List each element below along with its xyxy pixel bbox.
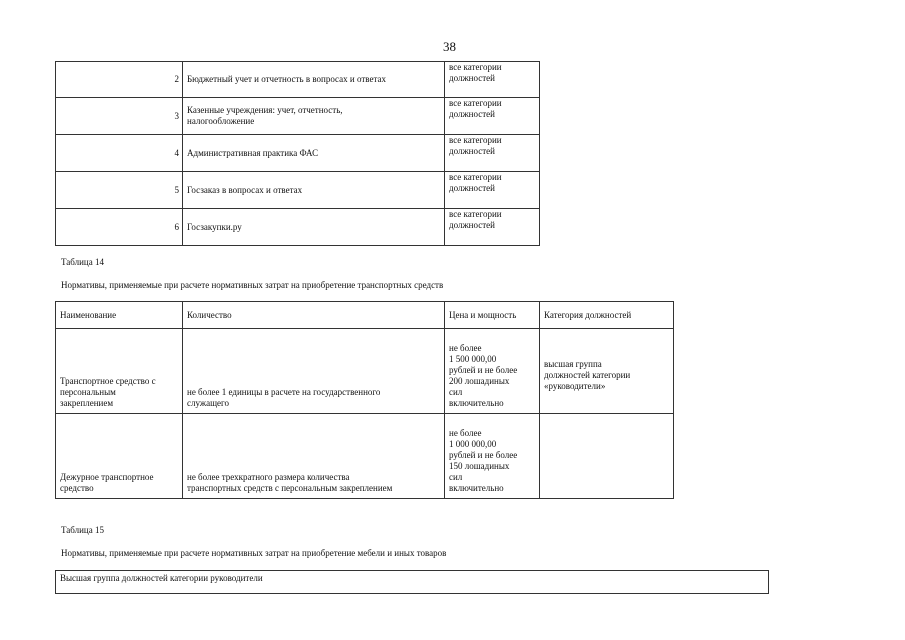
cell-line: Административная практика ФАС: [187, 147, 319, 158]
cell-line: все категории: [449, 209, 502, 219]
table-row: [56, 62, 540, 98]
vehicle-quantity: [183, 329, 445, 414]
position-category: [445, 209, 540, 246]
table-row: [56, 98, 540, 135]
header-price: Цена и мощность: [445, 302, 540, 329]
header-name: Наименование: [56, 302, 183, 329]
row-number: 4: [56, 135, 183, 172]
page-number: 38: [443, 39, 456, 54]
cell-line: Госзаказ в вопросах и ответах: [187, 184, 303, 195]
vehicle-name: [56, 329, 183, 414]
cell-line: все категории: [449, 62, 502, 72]
cell-line: «руководители»: [544, 380, 606, 391]
cell-line: не более: [449, 343, 482, 353]
cell-line: все категории: [449, 98, 502, 108]
cell-line: рублей и не более: [449, 365, 518, 375]
cell-line: все категории: [449, 135, 502, 145]
cell-line: не более трехкратного размера количества: [187, 472, 350, 482]
cell-line: включительно: [449, 398, 504, 408]
cell-line: средство: [60, 483, 94, 493]
table-15-caption: Таблица 15: [61, 525, 104, 535]
cell-line: должностей: [449, 220, 495, 230]
table-14: [55, 301, 674, 499]
cell-line: включительно: [449, 483, 504, 493]
cell-line: налогообложение: [187, 116, 255, 126]
cell-line: транспортных средств с персональным закреплением: [187, 483, 393, 493]
table-14-header-row: [56, 302, 674, 329]
cell-line: должностей: [449, 109, 495, 119]
vehicle-name: [56, 414, 183, 499]
table-15: [55, 570, 769, 594]
cell-line: должностей: [449, 183, 495, 193]
cell-line: все категории: [449, 172, 502, 182]
publication-name: [183, 62, 445, 98]
cell-line: Госзакупки.ру: [187, 221, 242, 232]
table-row: [56, 209, 540, 246]
vehicle-position-category: [540, 414, 674, 499]
cell-line: Казенные учреждения: учет, отчетность,: [187, 105, 343, 115]
cell-line: Бюджетный учет и отчетность в вопросах и ответах: [187, 74, 387, 84]
table-15-title: Нормативы, применяемые при расчете нормативных затрат на приобретение мебели и иных товаров: [61, 548, 447, 558]
table-row: [56, 414, 674, 499]
vehicle-price-power: [445, 329, 540, 414]
cell-line: закреплением: [60, 398, 114, 408]
cell-line: 150 лошадиных: [449, 461, 510, 471]
cell-line: персональным: [60, 387, 116, 397]
cell-line: сил: [449, 387, 463, 397]
publication-name: [183, 135, 445, 172]
position-category: [445, 98, 540, 135]
vehicle-quantity: [183, 414, 445, 499]
table-14-title: Нормативы, применяемые при расчете нормативных затрат на приобретение транспортных средств: [61, 280, 444, 290]
cell-line: Дежурное транспортное: [60, 472, 154, 482]
table-row: [56, 172, 540, 209]
cell-line: 1 000 000,00: [449, 439, 497, 449]
vehicle-position-category: [540, 329, 674, 414]
cell-line: должностей: [449, 73, 495, 83]
cell-line: сил: [449, 472, 463, 482]
cell-line: должностей категории: [544, 369, 631, 380]
row-number: 3: [56, 98, 183, 135]
row-number: 5: [56, 172, 183, 209]
table-row: [56, 329, 674, 414]
position-category: [445, 62, 540, 98]
cell-line: рублей и не более: [449, 450, 518, 460]
table-13-body: [56, 62, 540, 246]
cell-line: 200 лошадиных: [449, 376, 510, 386]
publication-name: [183, 98, 445, 135]
table-row: [56, 135, 540, 172]
cell-line: 1 500 000,00: [449, 354, 497, 364]
row-number: 6: [56, 209, 183, 246]
table-row: [56, 571, 769, 594]
position-category: [445, 172, 540, 209]
header-quantity: Количество: [183, 302, 445, 329]
publication-name: [183, 172, 445, 209]
cell-line: высшая группа: [544, 358, 602, 369]
vehicle-price-power: [445, 414, 540, 499]
cell-line: служащего: [187, 398, 229, 408]
row-number: 2: [56, 62, 183, 98]
table-15-first-row: Высшая группа должностей категории руководители: [56, 571, 769, 594]
position-category: [445, 135, 540, 172]
cell-line: должностей: [449, 146, 495, 156]
table-14-body: [56, 329, 674, 499]
header-category: Категория должностей: [540, 302, 674, 329]
table-14-caption: Таблица 14: [61, 257, 104, 267]
table-13-continuation: [55, 61, 540, 246]
publication-name: [183, 209, 445, 246]
cell-line: не более 1 единицы в расчете на государственного: [187, 387, 381, 397]
cell-line: не более: [449, 428, 482, 438]
cell-line: Транспортное средство с: [60, 376, 156, 386]
